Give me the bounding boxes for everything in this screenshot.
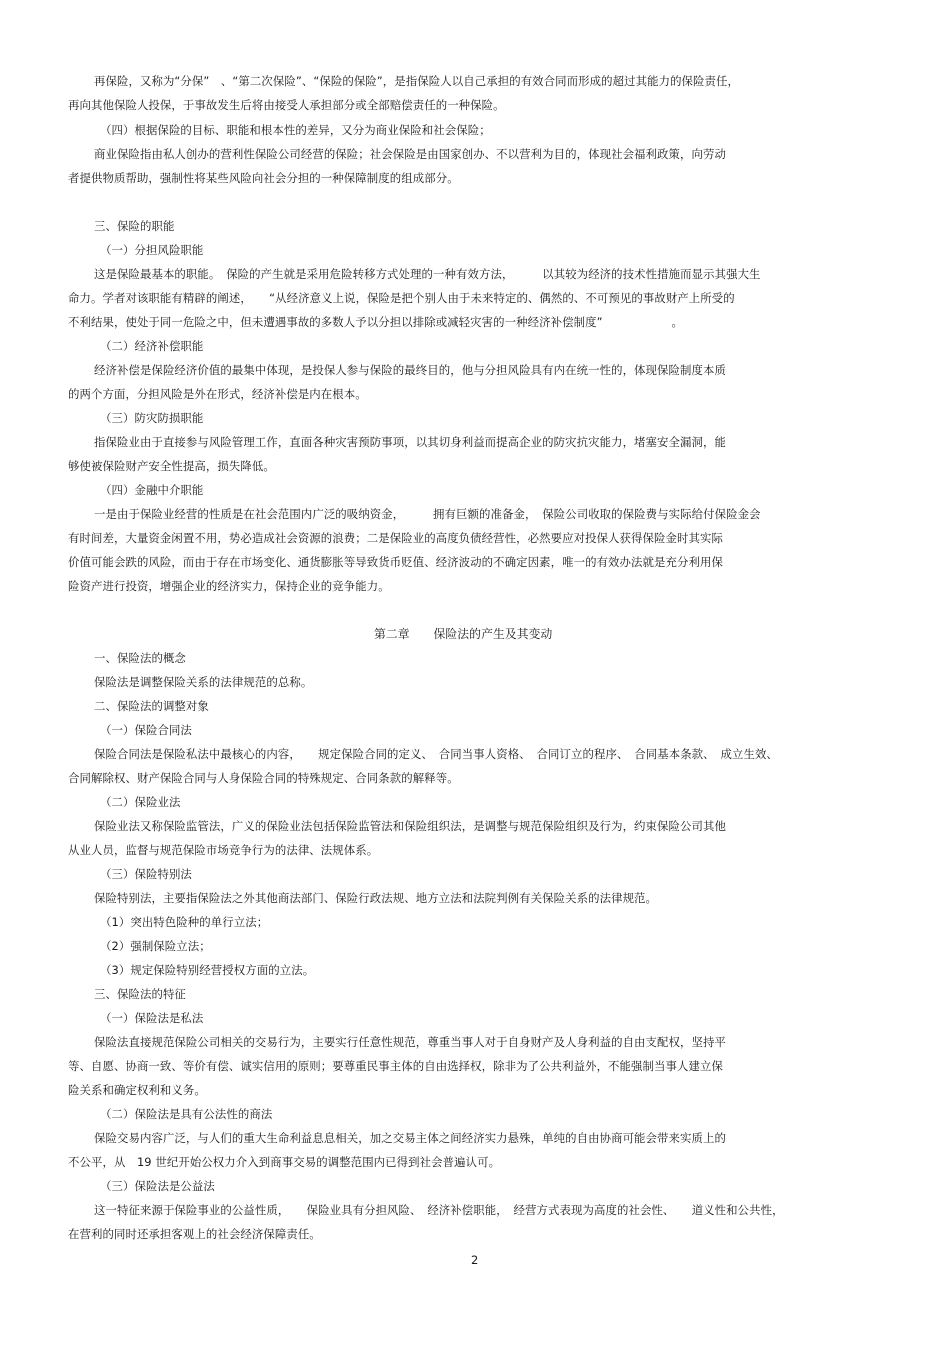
text-line: 再保险，又称为“分保” 、“第二次保险”、“保险的保险”，是指保险人以自己承担的有效合同而形成的超过其能力的保险责任， <box>94 74 740 88</box>
text-line: 等、自愿、协商一致、等价有偿、诚实信用的原则；要尊重民事主体的自由选择权，除非为了公共利益外，不能强制当事人建立保 <box>68 1059 723 1073</box>
section-heading: 二、保险法的调整对象 <box>94 699 209 713</box>
text-line: 保险法是调整保险关系的法律规范的总称。 <box>94 675 313 689</box>
subsection-heading: （一）保险法是私法 <box>100 1011 204 1025</box>
section-heading: 三、保险法的特征 <box>94 987 186 1001</box>
text-line: 保险法直接规范保险公司相关的交易行为，主要实行任意性规范，尊重当事人对于自身财产及人身利益的自由支配权，坚持平 <box>94 1035 726 1049</box>
text-line: 不公平，从 19 世纪开始公权力介入到商事交易的调整范围内已得到社会普遍认可。 <box>68 1155 501 1169</box>
subsection-heading: （三）保险特别法 <box>100 867 192 881</box>
page-number: 2 <box>471 1253 479 1267</box>
text-line: 经济补偿是保险经济价值的最集中体现，是投保人参与保险的最终目的，他与分担风险具有内在统一性的，体现保险制度本质 <box>94 363 726 377</box>
section-heading: 一、保险法的概念 <box>94 651 186 665</box>
text-line: 这一特征来源于保险事业的公益性质， 保险业具有分担风险、 经济补偿职能， 经营方式表现为高度的社会性、 道义性和公共性， <box>94 1203 784 1217</box>
text-line: 一是由于保险业经营的性质是在社会范围内广泛的吸纳资金， 拥有巨额的准备金， 保险公司收取的保险费与实际给付保险金会 <box>94 507 761 521</box>
text-line: 价值可能会跌的风险，而由于存在市场变化、通货膨胀等导致货币贬值、经济波动的不确定因素，唯一的有效办法就是充分利用保 <box>68 555 723 569</box>
chapter-title: 第二章 保险法的产生及其变动 <box>374 627 553 641</box>
text-line: 从业人员，监督与规范保险市场竞争行为的法律、法规体系。 <box>68 843 379 857</box>
text-line: 险资产进行投资，增强企业的经济实力，保持企业的竞争能力。 <box>68 579 390 593</box>
text-line: （四）根据保险的目标、职能和根本性的差异，又分为商业保险和社会保险； <box>100 123 491 137</box>
text-line: 命力。学者对该职能有精辟的阐述， “从经济意义上说，保险是把个别人由于未来特定的、偶然的、不可预见的事故财产上所受的 <box>68 291 735 305</box>
list-item: （3）规定保险特别经营授权方面的立法。 <box>100 963 315 977</box>
subsection-heading: （三）防灾防损职能 <box>100 411 204 425</box>
subsection-heading: （二）经济补偿职能 <box>100 339 204 353</box>
text-line: 保险业法又称保险监管法，广义的保险业法包括保险监管法和保险组织法，是调整与规范保险组织及行为，约束保险公司其他 <box>94 819 726 833</box>
subsection-heading: （四）金融中介职能 <box>100 483 204 497</box>
subsection-heading: （一）保险合同法 <box>100 723 192 737</box>
subsection-heading: （二）保险法是具有公法性的商法 <box>100 1107 273 1121</box>
text-line: 在营利的同时还承担客观上的社会经济保障责任。 <box>68 1227 321 1241</box>
section-heading: 三、保险的职能 <box>94 219 175 233</box>
text-line: 有时间差，大量资金闲置不用，势必造成社会资源的浪费；二是保险业的高度负债经营性，必然要应对投保人获得保险金时其实际 <box>68 531 723 545</box>
subsection-heading: （一）分担风险职能 <box>100 243 204 257</box>
text-line: 者提供物质帮助，强制性将某些风险向社会分担的一种保障制度的组成部分。 <box>68 171 459 185</box>
text-line: 够使被保险财产安全性提高，损失降低。 <box>68 459 275 473</box>
text-line: 险关系和确定权利和义务。 <box>68 1083 206 1097</box>
text-line: 指保险业由于直接参与风险管理工作，直面各种灾害预防事项，以其切身利益而提高企业的防灾抗灾能力，堵塞安全漏洞，能 <box>94 435 726 449</box>
subsection-heading: （二）保险业法 <box>100 795 181 809</box>
text-line: 不利结果，使处于同一危险之中，但未遭遇事故的多数人予以分担以排除或减轻灾害的一种经济补偿制度” 。 <box>68 315 684 329</box>
text-line: 的两个方面，分担风险是外在形式，经济补偿是内在根本。 <box>68 387 367 401</box>
text-line: 保险特别法，主要指保险法之外其他商法部门、保险行政法规、地方立法和法院判例有关保险关系的法律规范。 <box>94 891 658 905</box>
text-line: 保险合同法是保险私法中最核心的内容， 规定保险合同的定义、 合同当事人资格、 合同订立的程序、 合同基本条款、 成立生效、 <box>94 747 778 761</box>
text-line: 再向其他保险人投保，于事故发生后将由接受人承担部分或全部赔偿责任的一种保险。 <box>68 98 505 112</box>
text-line: 合同解除权、财产保险合同与人身保险合同的特殊规定、合同条款的解释等。 <box>68 771 459 785</box>
text-line: 这是保险最基本的职能。 保险的产生就是采用危险转移方式处理的一种有效方法， 以其较为经济的技术性措施而显示其强大生 <box>94 267 761 281</box>
text-line: 保险交易内容广泛，与人们的重大生命利益息息相关，加之交易主体之间经济实力悬殊，单纯的自由协商可能会带来实质上的 <box>94 1131 726 1145</box>
text-line: 商业保险指由私人创办的营利性保险公司经营的保险；社会保险是由国家创办、不以营利为目的，体现社会福利政策，向劳动 <box>94 147 726 161</box>
list-item: （2）强制保险立法； <box>100 939 211 953</box>
subsection-heading: （三）保险法是公益法 <box>100 1179 215 1193</box>
list-item: （1）突出特色险种的单行立法； <box>100 915 269 929</box>
